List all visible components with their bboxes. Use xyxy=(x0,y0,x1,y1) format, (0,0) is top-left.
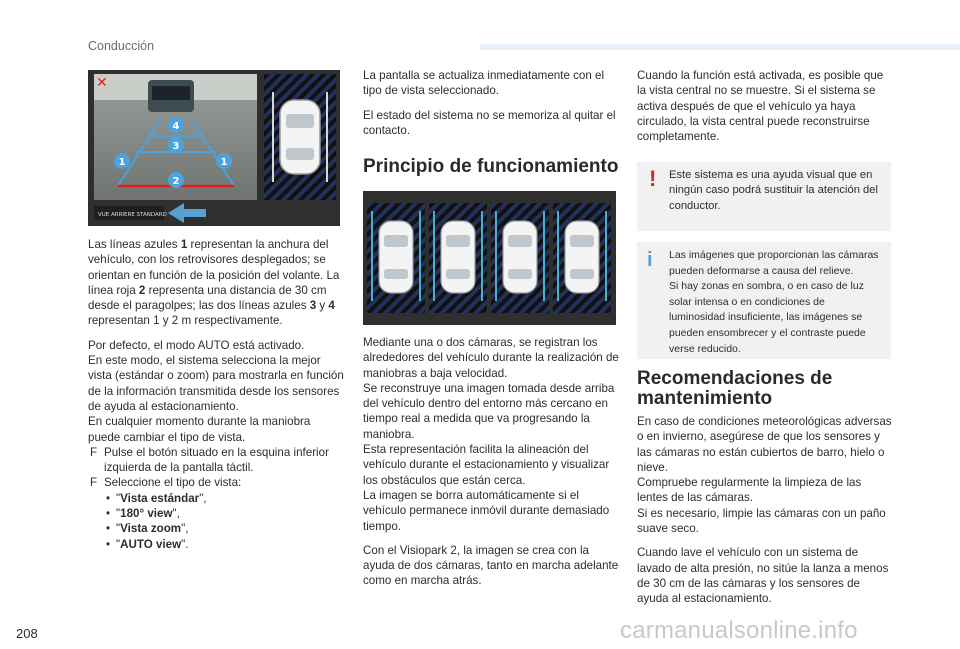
warning-note: ! Este sistema es una ayuda visual que en ningún caso podrá sustituir la atención del conductor. xyxy=(637,162,891,231)
list-item: F Seleccione el tipo de vista: xyxy=(90,476,242,490)
close-icon: ✕ xyxy=(96,75,108,91)
warning-icon: ! xyxy=(649,166,657,191)
auto-mode-text: Por defecto, el modo AUTO está activado. En este modo, el sistema selecciona la mejor vista (estándar o zoom) para mostrarla en función de la información transmitida desde los sensores de ayuda al estacionamiento. En cualquier momento durante la maniobra puede cambiar el tipo de vista. xyxy=(88,338,344,444)
badge-2: 2 xyxy=(172,176,180,187)
view-option: • "AUTO view". xyxy=(106,537,189,551)
parking-overview-figure xyxy=(363,191,616,325)
column-3-lower xyxy=(637,414,893,616)
header-bar xyxy=(480,44,960,50)
camera-view-figure xyxy=(88,70,340,226)
page-number: 208 xyxy=(16,626,38,641)
badge-3: 3 xyxy=(172,141,180,152)
info-note: i Las imágenes que proporcionan las cámaras pueden deformarse a causa del relieve. Si hay zonas en sombra, o en caso de luz solar intensa o en condiciones de luminosidad insuficiente, las imágenes se pueden ensombrecer y el contraste puede verse reducido. xyxy=(637,242,891,359)
column-3 xyxy=(637,68,895,153)
parking-overview-illustration xyxy=(363,191,616,325)
principle-text: Mediante una o dos cámaras, se registran los alrededores del vehículo durante la realización de maniobras a baja velocidad. Se reconstruye una imagen tomada desde arriba del vehículo dentro del entorno más cercano en tiempo real a medida que va progresando la maniobra. Esta representación facilita la alineación del vehículo durante el estacionamiento y visualizar los obstáculos que están cerca. La imagen se borra automáticamente si el vehículo permanece inmóvil durante demasiado tiempo. xyxy=(363,336,619,533)
section-title: Conducción xyxy=(88,39,155,53)
paragraph: El estado del sistema no se memoriza al quitar el contacto. xyxy=(363,108,616,137)
paragraph: Cuando lave el vehículo con un sistema de lavado de alta presión, no sitúe la lanza a menos de 30 cm de las cámaras y los sensores de ayuda al estacionamiento. xyxy=(637,546,889,606)
heading-mantenimiento: Recomendaciones de mantenimiento xyxy=(637,368,833,409)
screen-label: VUE ARRIERE STANDARD xyxy=(98,212,167,218)
watermark: carmanualsonline.info xyxy=(620,617,858,644)
badge-4: 4 xyxy=(172,121,180,132)
badge-1-left: 1 xyxy=(118,157,126,168)
view-option: • "Vista zoom", xyxy=(106,522,189,536)
view-option: • "180° view", xyxy=(106,507,180,521)
paragraph: La pantalla se actualiza inmediatamente con el tipo de vista seleccionado. xyxy=(363,69,605,98)
view-option: • "Vista estándar", xyxy=(106,491,207,505)
lines-description: Las líneas azules 1 representan la anchura del vehículo, con los retrovisores desplegados; se orientan en función de la posición del volante. La línea roja 2 representa una distancia de 30 cm desde el paragolpes; las dos líneas azules 3 y 4 representan 1 y 2 m respectivamente. xyxy=(88,238,340,328)
column-2-lower xyxy=(363,335,619,598)
paragraph: Cuando la función está activada, es posible que la vista central no se muestre. Si el sistema se activa después de que el vehículo ya haya circulado, la vista central puede reconstruirse completamente. xyxy=(637,69,884,144)
paragraph: Con el Visiopark 2, la imagen se crea con la ayuda de dos cámaras, tanto en marcha adelante como en marcha atrás. xyxy=(363,543,619,588)
camera-view-illustration xyxy=(88,70,340,226)
column-1 xyxy=(88,237,344,552)
badge-1-right: 1 xyxy=(220,157,228,168)
column-2 xyxy=(363,68,619,147)
info-icon: i xyxy=(647,249,653,271)
heading-principio: Principio de funcionamiento xyxy=(363,156,619,177)
list-item: F Pulse el botón situado en la esquina inferior izquierda de la pantalla táctil. xyxy=(90,445,329,475)
maintenance-text: En caso de condiciones meteorológicas adversas o en invierno, asegúrese de que los sensores y las cámaras no están cubiertos de barro, hielo o nieve. Compruebe regularmente la limpieza de las lentes de las cámaras. Si es necesario, limpie las cámaras con un paño suave seco. xyxy=(637,415,892,536)
